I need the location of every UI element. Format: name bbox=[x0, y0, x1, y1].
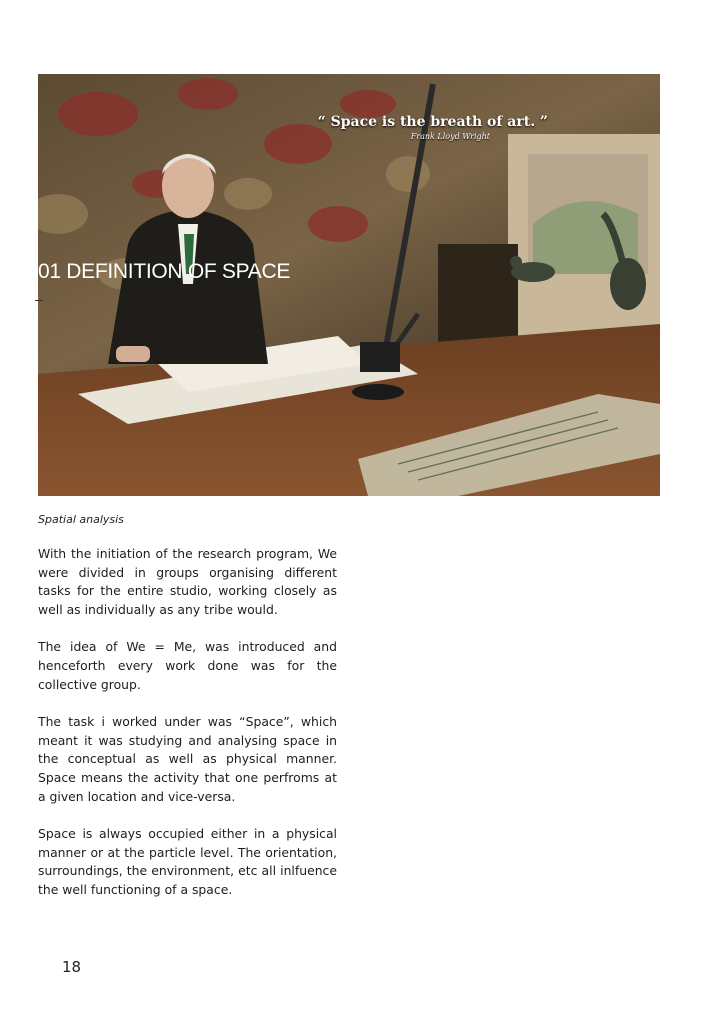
paragraph: The task i worked under was “Space”, which meant it was studying and analysing space in the conceptual as well as physical manner. Space means the activity that one perfroms at a given location and vice-versa. bbox=[38, 714, 337, 804]
page-number: 18 bbox=[62, 958, 82, 976]
title-underline-tick bbox=[35, 300, 43, 301]
body-text bbox=[38, 545, 337, 919]
image-caption: Spatial analysis bbox=[38, 513, 124, 526]
photo-illustration bbox=[38, 74, 660, 496]
paragraph: Space is always occupied either in a physical manner or at the particle level. The orientation, surroundings, the environment, etc all inlfuence the well functioning of a space. bbox=[38, 826, 337, 897]
paragraph: The idea of We = Me, was introduced and henceforth every work done was for the collective group. bbox=[38, 639, 337, 692]
section-title: 01 DEFINITION OF SPACE bbox=[38, 260, 291, 283]
paragraph: With the initiation of the research program, We were divided in groups organising different tasks for the entire studio, working closely as well as individually as any tribe would. bbox=[38, 546, 337, 617]
header-photo bbox=[38, 74, 660, 496]
quote-author: Frank Lloyd Wright bbox=[410, 132, 490, 141]
photo-quote: “ Space is the breath of art. ” bbox=[317, 114, 548, 130]
